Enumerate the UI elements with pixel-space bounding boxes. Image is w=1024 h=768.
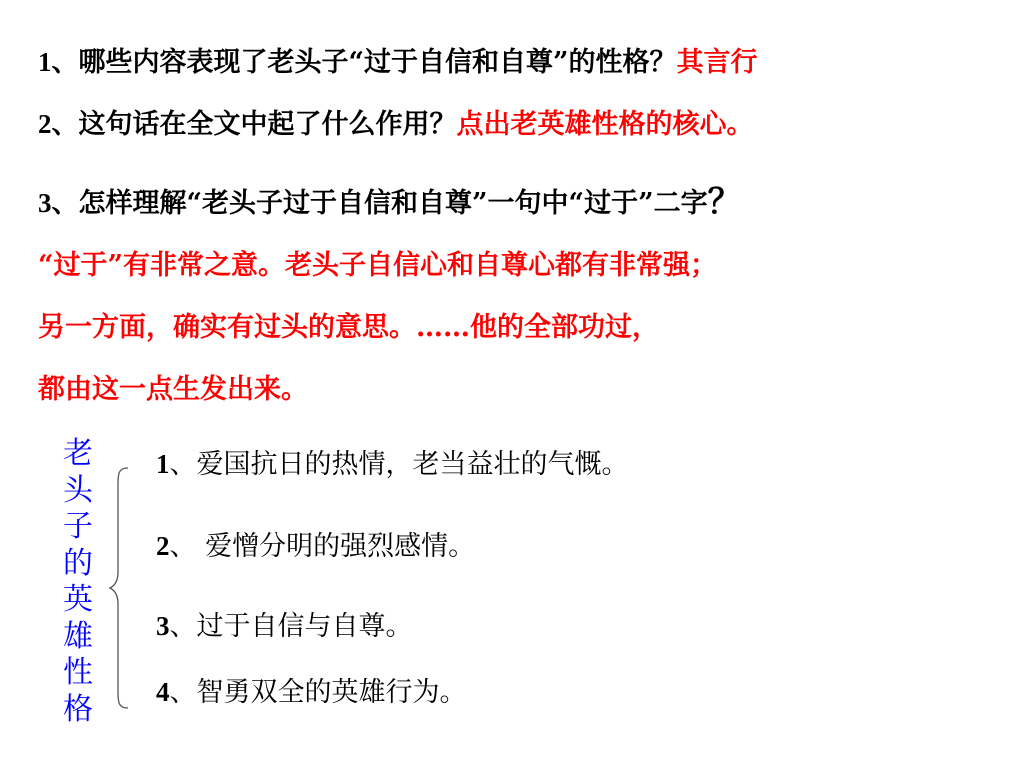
question-2-answer: 点出老英雄性格的核心。 xyxy=(456,109,754,140)
question-2 xyxy=(38,106,754,143)
trait-4-separator: 、 xyxy=(169,677,197,708)
trait-1-separator: 、 xyxy=(169,449,197,480)
trait-4-number: 4 xyxy=(156,677,170,707)
question-3-mark: ？ xyxy=(707,182,742,222)
trait-4-text: 智勇双全的英雄行为。 xyxy=(196,677,467,708)
trait-1-number: 1 xyxy=(156,449,170,479)
trait-2-separator: 、 xyxy=(169,531,206,562)
question-1-answer: 其言行 xyxy=(676,47,758,78)
vertical-label-char: 性 xyxy=(63,655,93,690)
question-3-number: 3 xyxy=(38,188,52,218)
trait-3-separator: 、 xyxy=(169,611,197,642)
question-1-text: 哪些内容表现了老头子“过于自信和自尊”的性格？ xyxy=(78,47,677,78)
trait-2-number: 2 xyxy=(156,531,170,561)
explanation-line-1: “过于”有非常之意。老头子自信心和自尊心都有非常强； xyxy=(38,250,718,281)
vertical-label-char: 子 xyxy=(63,509,93,544)
trait-3-number: 3 xyxy=(156,611,170,641)
trait-2-text: 爱憎分明的强烈感情。 xyxy=(205,531,476,562)
vertical-label xyxy=(58,436,98,728)
explanation-line-2: 另一方面，确实有过头的意思。……他的全部功过， xyxy=(38,312,659,343)
vertical-label-char: 英 xyxy=(63,582,93,617)
question-1-separator: 、 xyxy=(51,47,79,78)
question-3-separator: 、 xyxy=(51,188,79,219)
trait-item-2 xyxy=(156,528,475,565)
question-2-separator: 、 xyxy=(51,109,79,140)
vertical-label-char: 老 xyxy=(63,436,93,471)
vertical-label-char: 头 xyxy=(63,472,93,508)
trait-1-text: 爱国抗日的热情，老当益壮的气慨。 xyxy=(196,449,629,480)
question-2-number: 2 xyxy=(38,109,52,139)
question-3 xyxy=(38,184,742,222)
curly-brace xyxy=(108,466,132,710)
vertical-label-char: 的 xyxy=(63,545,93,581)
question-1 xyxy=(38,44,758,81)
vertical-label-char: 雄 xyxy=(63,618,93,654)
vertical-label-char: 格 xyxy=(63,691,93,727)
trait-3-text: 过于自信与自尊。 xyxy=(196,611,413,642)
trait-item-4 xyxy=(156,674,467,711)
trait-item-1 xyxy=(156,446,629,483)
question-3-text: 怎样理解“老头子过于自信和自尊”一句中“过于”二字 xyxy=(78,188,708,219)
question-2-text: 这句话在全文中起了什么作用？ xyxy=(78,109,457,140)
question-1-number: 1 xyxy=(38,47,52,77)
explanation-line-3: 都由这一点生发出来。 xyxy=(38,374,308,405)
trait-item-3 xyxy=(156,608,413,645)
